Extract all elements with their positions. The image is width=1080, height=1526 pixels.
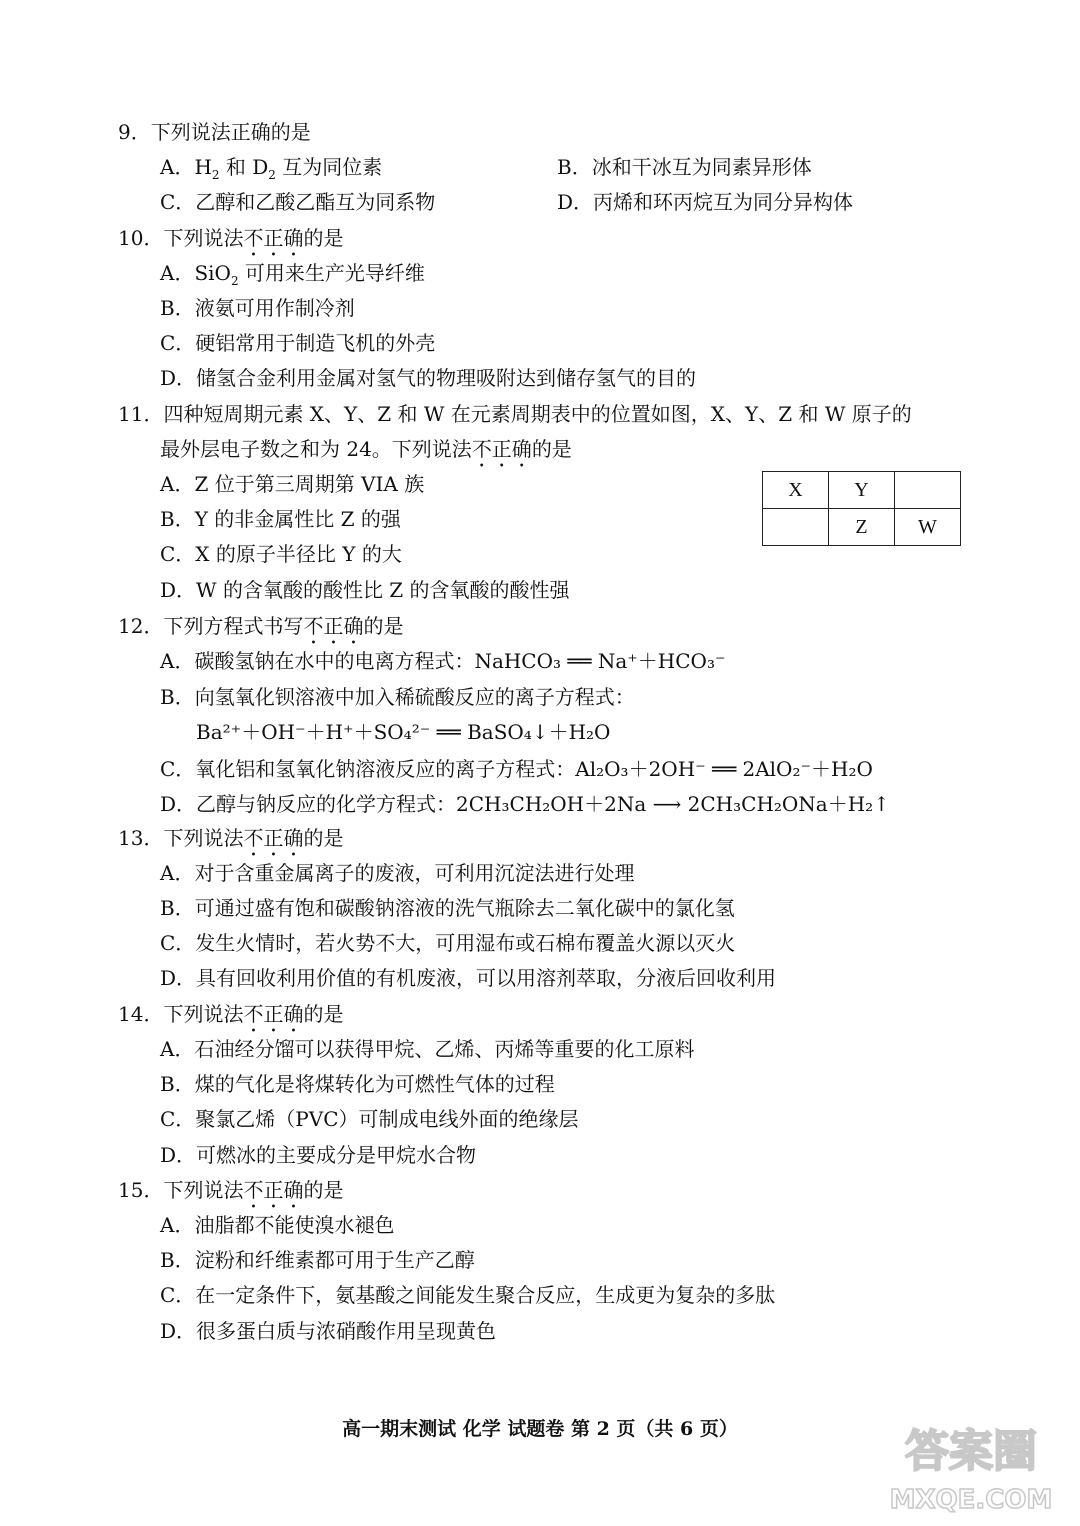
q15-option-a: A．油脂都不能使溴水褪色: [160, 1213, 395, 1237]
q10-option-b: B．液氨可用作制冷剂: [160, 296, 355, 320]
q12-stem: 12．下列方程式书写不正确的是: [118, 614, 404, 638]
q10-option-c: C．硬铝常用于制造飞机的外壳: [160, 331, 436, 355]
q9-option-a: A．$H_2$ 和 $D_2$ 互为同位素: [160, 155, 383, 182]
q15-option-d: D．很多蛋白质与浓硝酸作用呈现黄色: [160, 1319, 497, 1343]
table-cell: W: [895, 509, 961, 546]
q10-stem: 10．下列说法不正确的是: [118, 226, 344, 250]
q13-option-d: D．具有回收利用价值的有机废液，可以用溶剂萃取，分液后回收利用: [160, 966, 777, 990]
q12-option-b-equation: Ba²⁺＋OH⁻＋H⁺＋SO₄²⁻ ══ BaSO₄↓＋H₂O: [196, 720, 611, 744]
q9-option-b: B．冰和干冰互为同素异形体: [557, 155, 812, 179]
q14-option-c: C．聚氯乙烯（PVC）可制成电线外面的绝缘层: [160, 1107, 579, 1131]
q12-option-c: C．氧化铝和氢氧化钠溶液反应的离子方程式：Al₂O₃＋2OH⁻ ══ 2AlO₂⁻＋H₂O: [160, 757, 873, 781]
q14-stem: 14．下列说法不正确的是: [118, 1002, 344, 1026]
watermark-logo-text: 答案圈: [905, 1426, 1037, 1477]
watermark-icon: [876, 1408, 1066, 1518]
watermark-url-text: MXQE.COM: [889, 1485, 1053, 1515]
table-cell: X: [763, 472, 829, 509]
q14-option-a: A．石油经分馏可以获得甲烷、乙烯、丙烯等重要的化工原料: [160, 1037, 695, 1061]
q12-option-a: A．碳酸氢钠在水中的电离方程式：NaHCO₃ ══ Na⁺＋HCO₃⁻: [160, 649, 726, 673]
periodic-table-fragment: [762, 471, 961, 546]
q12-option-b: B．向氢氧化钡溶液中加入稀硫酸反应的离子方程式：: [160, 685, 635, 709]
table-cell: [895, 472, 961, 509]
q15-option-b: B．淀粉和纤维素都可用于生产乙醇: [160, 1248, 475, 1272]
q13-option-c: C．发生火情时，若火势不大，可用湿布或石棉布覆盖火源以灭火: [160, 931, 736, 955]
q15-stem: 15．下列说法不正确的是: [118, 1178, 344, 1202]
q9-option-c: C．乙醇和乙酸乙酯互为同系物: [160, 190, 436, 214]
q13-option-a: A．对于含重金属离子的废液，可利用沉淀法进行处理: [160, 861, 635, 885]
q9-stem: 9．下列说法正确的是: [118, 120, 311, 144]
q14-option-b: B．煤的气化是将煤转化为可燃性气体的过程: [160, 1072, 555, 1096]
q9-option-d: D．丙烯和环丙烷互为同分异构体: [557, 190, 854, 214]
q10-option-a: A．SiO$_2$ 可用来生产光导纤维: [160, 261, 425, 288]
q11-option-a: A．Z 位于第三周期第 VIA 族: [160, 472, 425, 496]
q14-option-d: D．可燃冰的主要成分是甲烷水合物: [160, 1143, 477, 1167]
page-footer: 高一期末测试 化学 试题卷 第 2 页（共 6 页）: [342, 1418, 738, 1440]
table-cell: Z: [829, 509, 895, 546]
table-row: [763, 509, 961, 546]
q13-option-b: B．可通过盛有饱和碳酸钠溶液的洗气瓶除去二氧化碳中的氯化氢: [160, 896, 735, 920]
q11-stem-line1: 11．四种短周期元素 X、Y、Z 和 W 在元素周期表中的位置如图，X、Y、Z 和 W 原子的: [118, 402, 912, 426]
table-cell: Y: [829, 472, 895, 509]
q12-option-d: D．乙醇与钠反应的化学方程式：2CH₃CH₂OH＋2Na ⟶ 2CH₃CH₂ONa＋H₂↑: [160, 792, 890, 816]
watermark-logo: [876, 1408, 1066, 1518]
q15-option-c: C．在一定条件下，氨基酸之间能发生聚合反应，生成更为复杂的多肽: [160, 1283, 776, 1307]
table-row: [763, 472, 961, 509]
table-cell: [763, 509, 829, 546]
q11-option-d: D．W 的含氧酸的酸性比 Z 的含氧酸的酸性强: [160, 578, 570, 602]
q11-option-b: B．Y 的非金属性比 Z 的强: [160, 507, 401, 531]
q10-option-d: D．储氢合金利用金属对氢气的物理吸附达到储存氢气的目的: [160, 366, 697, 390]
q13-stem: 13．下列说法不正确的是: [118, 826, 344, 850]
q11-option-c: C．X 的原子半径比 Y 的大: [160, 542, 402, 566]
q11-stem-line2: 最外层电子数之和为 24。下列说法不正确的是: [160, 437, 572, 461]
